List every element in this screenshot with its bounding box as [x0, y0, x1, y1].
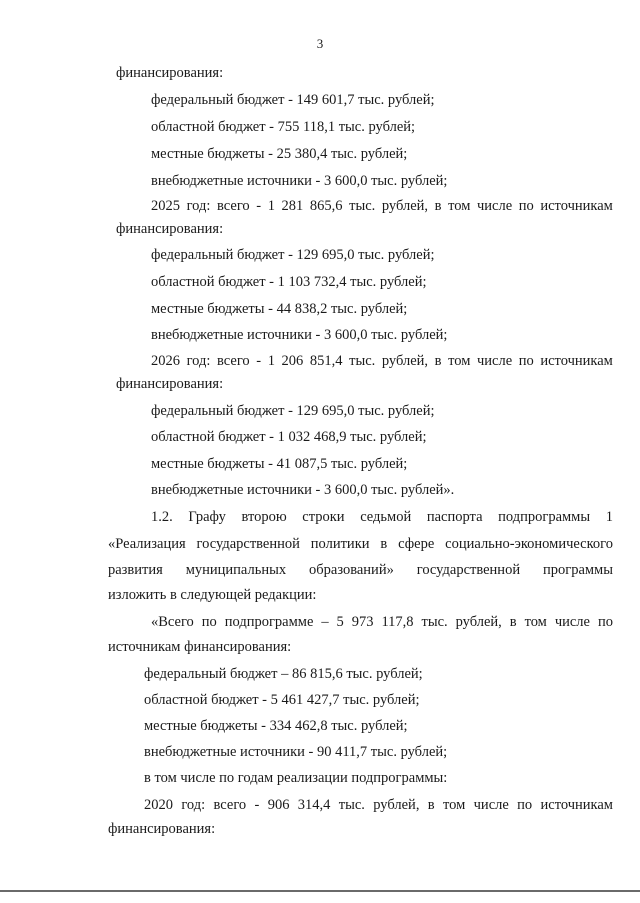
text-line: областной бюджет - 755 118,1 тыс. рублей; [151, 119, 416, 135]
text-line: внебюджетные источники - 90 411,7 тыс. рублей; [144, 744, 448, 760]
page-number: 3 [316, 36, 324, 51]
text-line: местные бюджеты - 334 462,8 тыс. рублей; [144, 718, 408, 734]
text-line: областной бюджет - 1 032 468,9 тыс. рублей; [151, 429, 427, 445]
text-line: 2020 год: всего - 906 314,4 тыс. рублей, в том числе по источникам [144, 797, 613, 813]
text-line: местные бюджеты - 25 380,4 тыс. рублей; [151, 146, 408, 162]
text-line: федеральный бюджет - 149 601,7 тыс. рублей; [151, 92, 435, 108]
text-line: внебюджетные источники - 3 600,0 тыс. рублей; [151, 173, 448, 189]
text-line: внебюджетные источники - 3 600,0 тыс. рублей». [151, 482, 455, 498]
text-line: федеральный бюджет - 129 695,0 тыс. рублей; [151, 247, 435, 263]
text-line: финансирования: [116, 221, 224, 237]
text-line: 1.2. Графу второю строки седьмой паспорта подпрограммы 1 [151, 509, 613, 525]
bottom-rule [0, 890, 640, 892]
text-line: «Всего по подпрограмме – 5 973 117,8 тыс. рублей, в том числе по [151, 614, 613, 630]
text-line: 2025 год: всего - 1 281 865,6 тыс. рублей, в том числе по источникам [151, 198, 613, 214]
text-line: изложить в следующей редакции: [108, 587, 317, 603]
text-line: развития муниципальных образований» государственной программы [108, 562, 613, 578]
text-line: финансирования: [108, 821, 216, 837]
text-line: 2026 год: всего - 1 206 851,4 тыс. рублей, в том числе по источникам [151, 353, 613, 369]
text-line: финансирования: [116, 65, 224, 81]
text-line: местные бюджеты - 44 838,2 тыс. рублей; [151, 301, 408, 317]
text-line: областной бюджет - 5 461 427,7 тыс. рублей; [144, 692, 420, 708]
text-line: «Реализация государственной политики в сфере социально-экономического [108, 536, 613, 552]
text-line: источникам финансирования: [108, 639, 292, 655]
text-line: федеральный бюджет - 129 695,0 тыс. рублей; [151, 403, 435, 419]
text-line: в том числе по годам реализации подпрограммы: [144, 770, 448, 786]
text-line: финансирования: [116, 376, 224, 392]
text-line: местные бюджеты - 41 087,5 тыс. рублей; [151, 456, 408, 472]
text-line: внебюджетные источники - 3 600,0 тыс. рублей; [151, 327, 448, 343]
text-line: федеральный бюджет – 86 815,6 тыс. рублей; [144, 666, 423, 682]
text-line: областной бюджет - 1 103 732,4 тыс. рублей; [151, 274, 427, 290]
